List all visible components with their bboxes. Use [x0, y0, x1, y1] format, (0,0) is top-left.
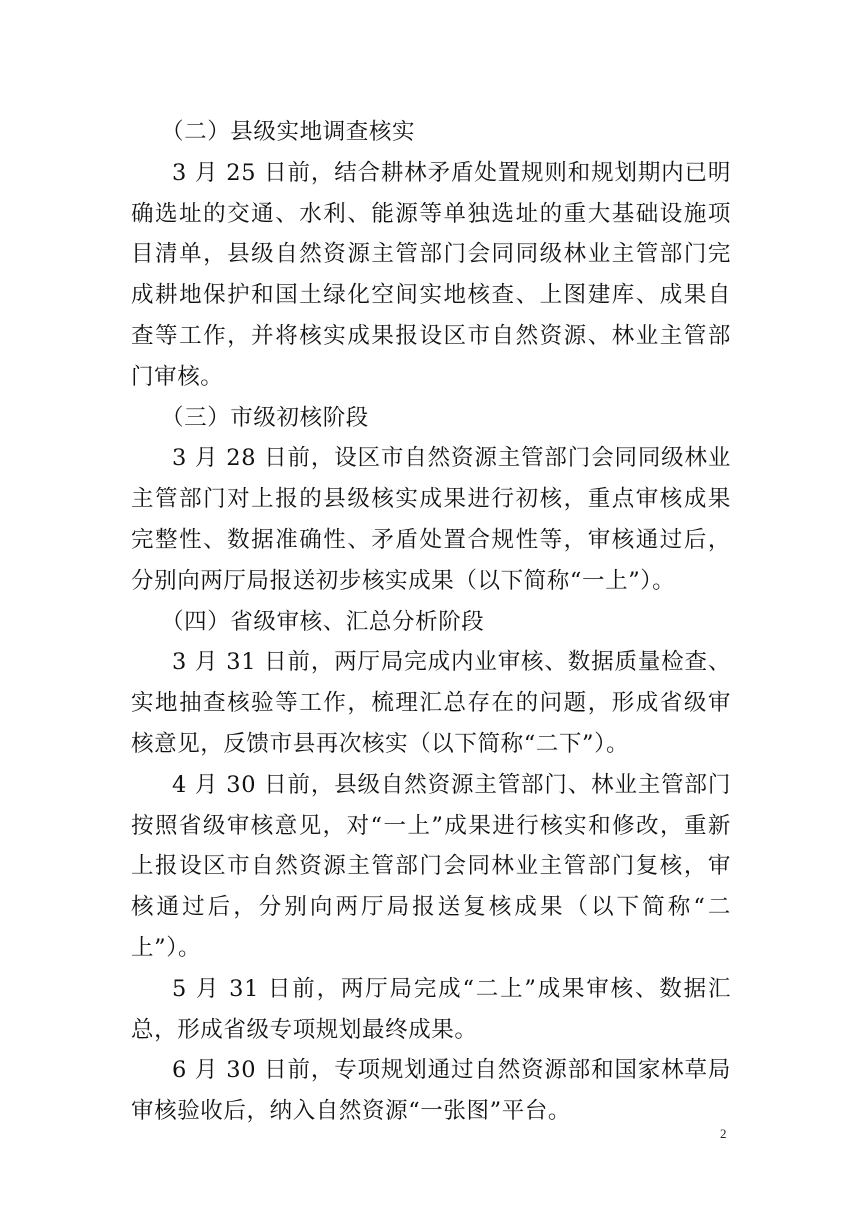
section-heading-city-review: （三）市级初核阶段: [161, 404, 369, 431]
paragraph-april-30: 4 月 30 日前，县级自然资源主管部门、林业主管部门按照省级审核意见，对“一上”成果进行核实和修改，重新上报设区市自然资源主管部门会同林业主管部门复核，审核通过后，分别向两厅局报送复核成果（以下简称“二上”）。: [131, 771, 731, 961]
paragraph-june-30: 6 月 30 日前，专项规划通过自然资源部和国家林草局审核验收后，纳入自然资源“一张图”平台。: [131, 1057, 731, 1125]
page-number: 2: [720, 1126, 727, 1141]
section-heading-provincial-review: （四）省级审核、汇总分析阶段: [161, 608, 485, 635]
paragraph-march-28: 3 月 28 日前，设区市自然资源主管部门会同同级林业主管部门对上报的县级核实成果进行初核，重点审核成果完整性、数据准确性、矛盾处置合规性等，审核通过后，分别向两厅局报送初步核实成果（以下简称“一上”）。: [131, 445, 731, 594]
section-heading-county-survey: （二）县级实地调查核实: [161, 119, 416, 145]
paragraph-may-31: 5 月 31 日前，两厅局完成“二上”成果审核、数据汇总，形成省级专项规划最终成果。: [131, 975, 731, 1043]
paragraph-march-25: 3 月 25 日前，结合耕林矛盾处置规则和规划期内已明确选址的交通、水利、能源等单独选址的重大基础设施项目清单，县级自然资源主管部门会同同级林业主管部门完成耕地保护和国土绿化空间实地核查、上图建库、成果自查等工作，并将核实成果报设区市自然资源、林业主管部门审核。: [131, 159, 731, 390]
paragraph-march-31: 3 月 31 日前，两厅局完成内业审核、数据质量检查、实地抽查核验等工作，梳理汇总存在的问题，形成省级审核意见，反馈市县再次核实（以下简称“二下”）。: [131, 649, 731, 757]
document-body: [131, 112, 731, 1132]
